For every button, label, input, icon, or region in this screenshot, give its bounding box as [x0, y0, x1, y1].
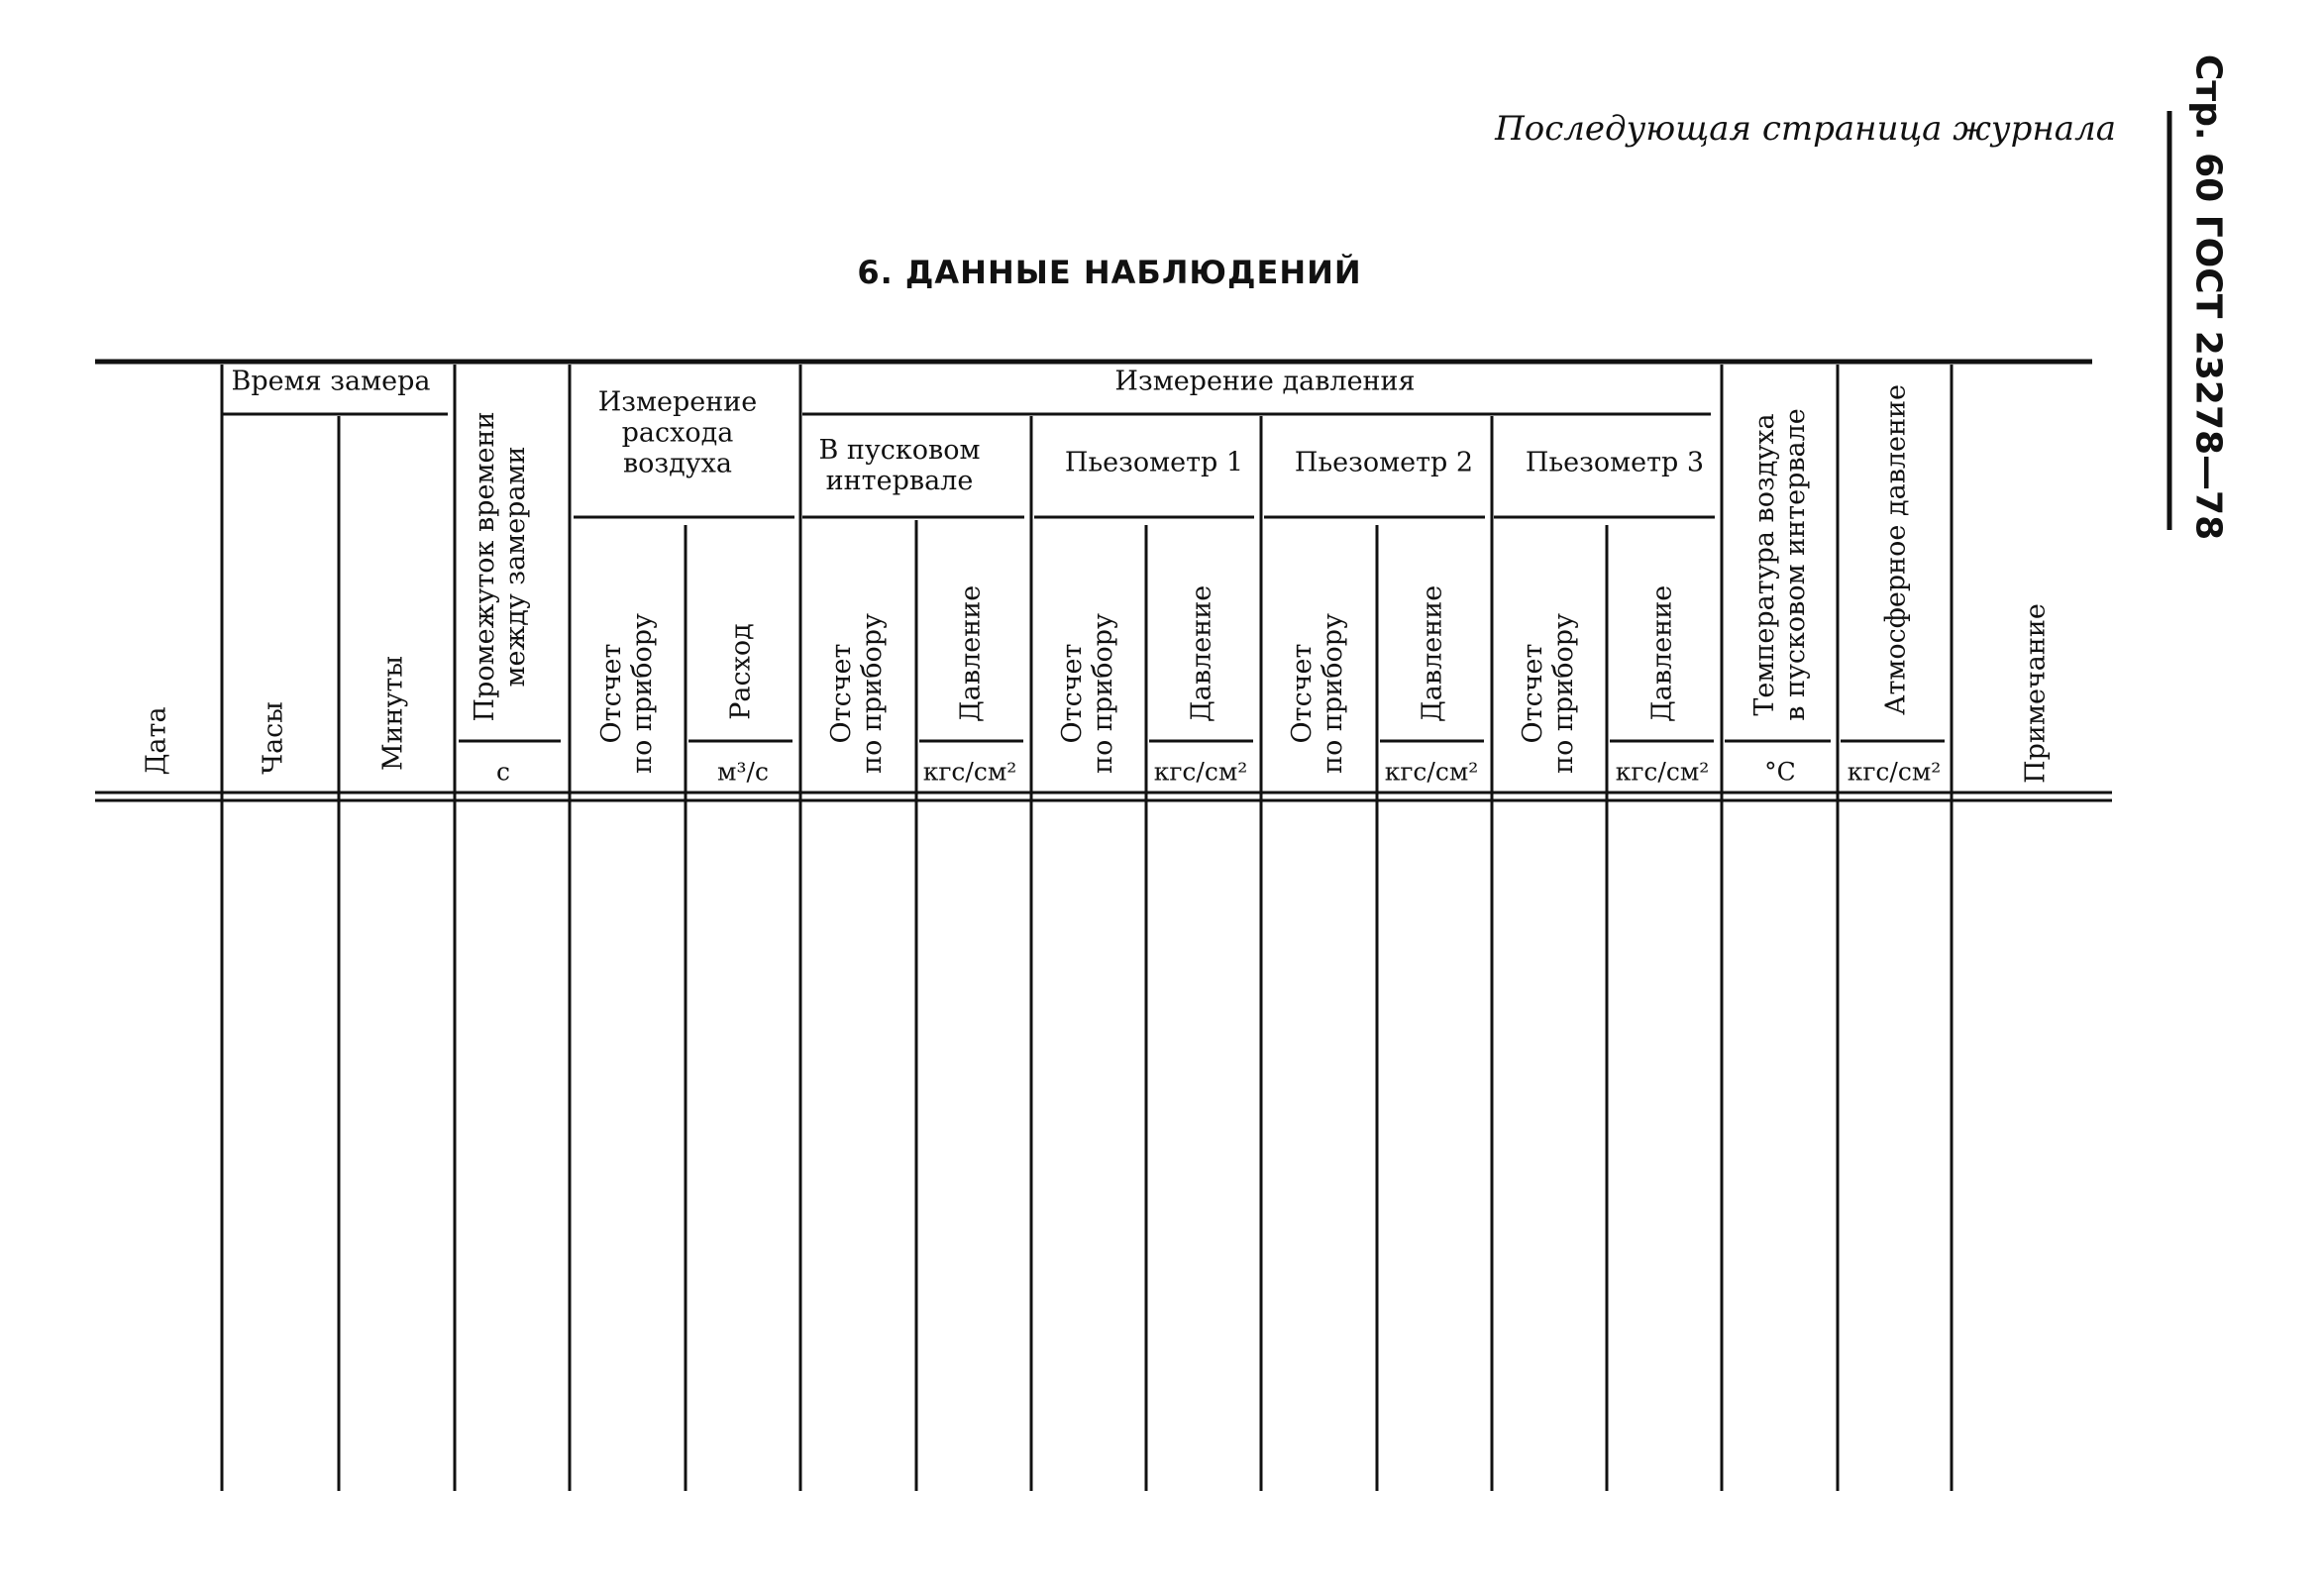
column-piezo3-reading: Отсчет по прибору [1517, 613, 1579, 774]
column-time-interval: Промежуток времени между замерами [469, 411, 531, 722]
column-air-temperature: Температура воздуха в пусковом интервале [1748, 408, 1811, 721]
column-airflow-rate: Расход [725, 623, 757, 720]
unit-seconds: с [495, 757, 511, 787]
column-atmospheric-pressure: Атмосферное давление [1880, 384, 1912, 715]
unit-celsius: °С [1764, 757, 1796, 787]
column-piezo1-pressure: Давление [1186, 584, 1217, 723]
column-piezo2-reading: Отсчет по прибору [1286, 613, 1348, 774]
column-piezo3-pressure: Давление [1646, 584, 1678, 723]
group-measurement-time: Время замера [231, 366, 431, 397]
column-note: Примечание [2020, 603, 2052, 784]
column-piezo1-reading: Отсчет по прибору [1056, 613, 1118, 774]
group-airflow-measurement: Измерение расхода воздуха [597, 386, 758, 479]
column-start-reading: Отсчет по прибору [825, 613, 888, 774]
column-minutes: Минуты [377, 656, 409, 771]
column-airflow-reading: Отсчет по прибору [595, 613, 658, 774]
column-start-pressure: Давление [955, 584, 987, 723]
unit-atmospheric-pressure: кгс/см² [1847, 757, 1942, 787]
column-piezo2-pressure: Давление [1417, 584, 1448, 723]
page-reference: Стр. 60 ГОСТ 23278—78 [2187, 53, 2229, 541]
section-title: 6. ДАННЫЕ НАБЛЮДЕНИЙ [857, 254, 1362, 291]
subgroup-start-interval: В пусковом интервале [818, 434, 981, 496]
unit-piezo1-pressure: кгс/см² [1153, 757, 1248, 787]
column-date: Дата [141, 706, 172, 776]
unit-piezo3-pressure: кгс/см² [1615, 757, 1710, 787]
group-pressure-measurement: Измерение давления [1114, 366, 1416, 397]
unit-piezo2-pressure: кгс/см² [1384, 757, 1479, 787]
subgroup-piezometer-3: Пьезометр 3 [1525, 447, 1705, 478]
column-hours: Часы [258, 701, 289, 775]
unit-flow: м³/с [717, 757, 769, 787]
journal-caption: Последующая страница журнала [1495, 109, 2116, 149]
subgroup-piezometer-1: Пьезометр 1 [1064, 447, 1244, 478]
subgroup-piezometer-2: Пьезометр 2 [1294, 447, 1474, 478]
unit-start-pressure: кгс/см² [922, 757, 1017, 787]
